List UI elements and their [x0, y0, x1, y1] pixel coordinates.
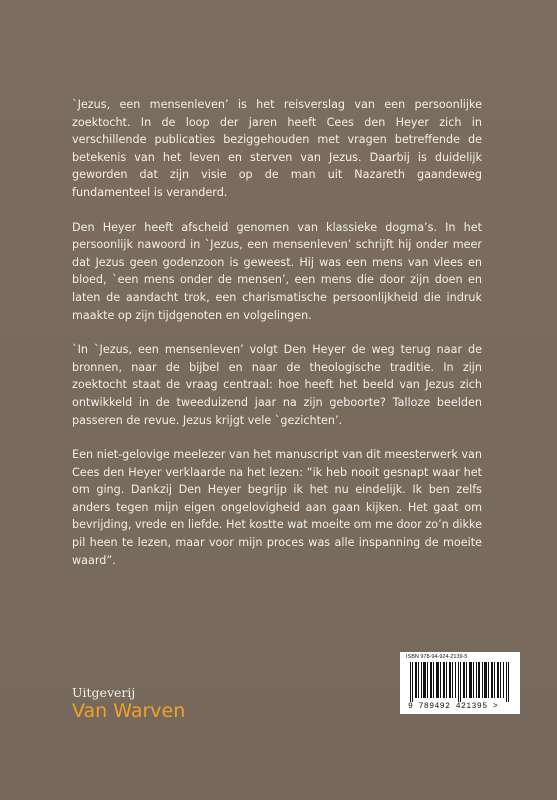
isbn-barcode: [400, 652, 520, 714]
blurb-paragraph-3: `In `Jezus, een mensenleven’ volgt Den Heyer de weg terug naar de bronnen, naar de bijbel en naar de theologische traditie. In zijn zoektocht staat de vraag centraal: hoe heeft het beeld van Jezus zich ontwikkeld in de tweeduizend jaar na zijn geboorte? Talloze beelden passeren de revue. Jezus krijgt vele `gezichten’.: [72, 343, 482, 427]
isbn-label: ISBN 978-94-924-2139-5: [406, 654, 468, 660]
blurb-paragraph-2: Den Heyer heeft afscheid genomen van klassieke dogma’s. In het persoonlijk nawoord in `Jezus, een mensenleven’ schrijft hij onder meer dat Jezus geen godenzoon is geweest. Hij was een mens van vlees en bloed, `een mens onder de mensen’, een mens die door zijn doen en laten de aandacht trok, een charismatische persoonlijkheid die indruk maakte op zijn tijdgenoten en volgelingen.: [72, 220, 482, 322]
barcode-digits: 9 789492 421395 >: [408, 702, 499, 711]
blurb-paragraph-1: `Jezus, een mensenleven’ is het reisverslag van een persoonlijke zoektocht. In de loop der jaren heeft Cees den Heyer zich in verschillende publicaties beziggehouden met vragen betreffende de betekenis van het leven en sterven van Jezus. Daarbij is duidelijk geworden dat zijn visie op de man uit Nazareth gaandeweg fundamenteel is veranderd.: [72, 98, 482, 199]
publisher-prefix: Uitgeverij: [72, 685, 136, 700]
blurb-paragraph-4: Een niet-gelovige meelezer van het manuscript van dit meesterwerk van Cees den Heyer verklaarde na het lezen: “ik heb nooit gesnapt waar het om ging. Dankzij Den Heyer begrijp ik het nu eindelijk. Ik ben zelfs anders tegen mijn eigen ongelovigheid aan gaan kijken. Het gaat om bevrijding, vrede en liefde. Het kostte wat moeite om me door zo’n dikke pil heen te lezen, maar voor mijn proces was alle inspanning de moeite waard”.: [72, 448, 482, 567]
publisher-name: Van Warven: [72, 700, 186, 722]
publisher-logo: [72, 686, 185, 722]
barcode-bars: [410, 662, 514, 702]
blurb-text: [72, 96, 482, 586]
